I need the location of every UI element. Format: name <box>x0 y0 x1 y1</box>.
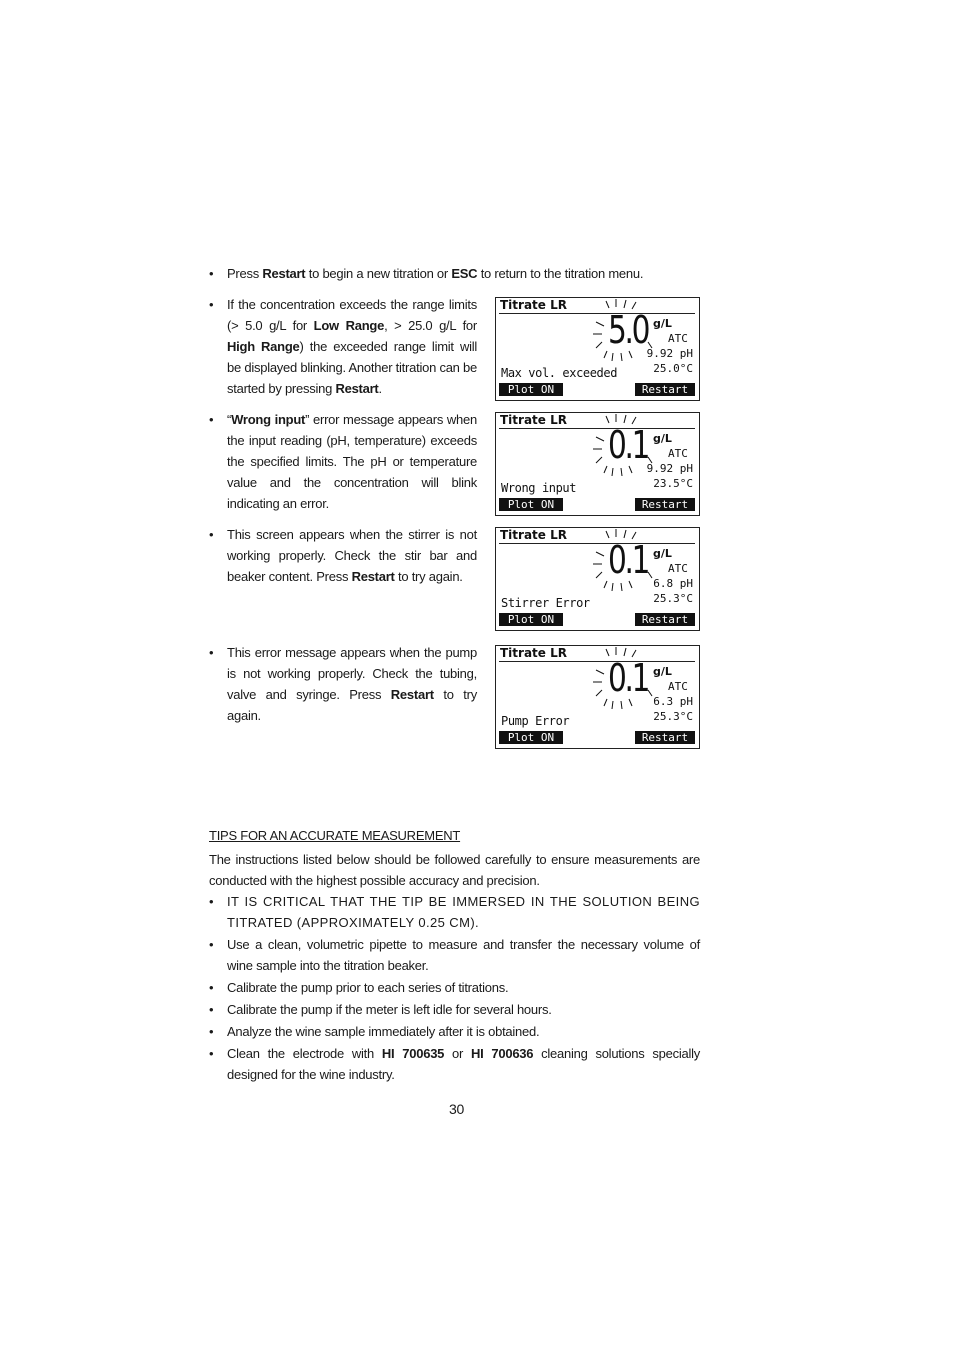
bullet: • <box>209 1046 214 1061</box>
list-item: • Clean the electrode with HI 700635 or HI 700636 cleaning solutions specially designed for the wine industry. <box>209 1043 700 1086</box>
error-message: Stirrer Error <box>501 596 590 610</box>
lcd-screen-max-vol <box>495 297 700 401</box>
unit-label: g/L <box>653 317 672 330</box>
temperature-reading: 25.0°C <box>653 362 693 375</box>
temperature-reading: 23.5°C <box>653 477 693 490</box>
temperature-reading: 25.3°C <box>653 710 693 723</box>
lcd-screen-stirrer-error <box>495 527 700 631</box>
temperature-reading: 25.3°C <box>653 592 693 605</box>
error-message: Pump Error <box>501 714 570 728</box>
concentration-value: 0.1 <box>608 423 649 467</box>
plot-on-softkey[interactable]: Plot ON <box>499 731 563 744</box>
atc-label: ATC <box>668 332 688 345</box>
ph-reading: 9.92 pH <box>646 347 693 360</box>
bullet: • <box>209 297 214 312</box>
concentration-value: 0.1 <box>608 656 649 700</box>
restart-softkey[interactable]: Restart <box>635 383 695 396</box>
page-number: 30 <box>449 1101 465 1117</box>
tips-list <box>209 891 700 1086</box>
concentration-value: 5.0 <box>608 308 649 352</box>
screen-title: Titrate LR <box>500 646 567 660</box>
bullet: • <box>209 1024 214 1039</box>
ph-reading: 6.8 pH <box>653 577 693 590</box>
atc-label: ATC <box>668 680 688 693</box>
bullet: • <box>209 266 214 281</box>
tips-intro: The instructions listed below should be followed carefully to ensure measurements are conducted with the highest possible accuracy and precision. <box>209 852 700 888</box>
unit-label: g/L <box>653 432 672 445</box>
unit-label: g/L <box>653 665 672 678</box>
list-item: • Calibrate the pump if the meter is left idle for several hours. <box>209 999 700 1021</box>
screen-title: Titrate LR <box>500 528 567 542</box>
bullet: • <box>209 412 214 427</box>
restart-keyword: Restart <box>262 266 306 281</box>
unit-label: g/L <box>653 547 672 560</box>
bullet: • <box>209 894 214 909</box>
plot-on-softkey[interactable]: Plot ON <box>499 613 563 626</box>
restart-softkey[interactable]: Restart <box>635 498 695 511</box>
list-item: • IT IS CRITICAL THAT THE TIP BE IMMERSED IN THE SOLUTION BEING TITRATED (APPROXIMATELY 0.25 CM). <box>209 891 700 934</box>
screen-title: Titrate LR <box>500 413 567 427</box>
bullet: • <box>209 937 214 952</box>
lcd-screen-pump-error <box>495 645 700 749</box>
atc-label: ATC <box>668 447 688 460</box>
screen-title: Titrate LR <box>500 298 567 312</box>
atc-label: ATC <box>668 562 688 575</box>
plot-on-softkey[interactable]: Plot ON <box>499 498 563 511</box>
list-item: • Analyze the wine sample immediately after it is obtained. <box>209 1021 700 1043</box>
restart-softkey[interactable]: Restart <box>635 731 695 744</box>
error-message: Max vol. exceeded <box>501 366 618 380</box>
error-message: Wrong input <box>501 481 577 495</box>
lcd-screen-wrong-input <box>495 412 700 516</box>
plot-on-softkey[interactable]: Plot ON <box>499 383 563 396</box>
list-item: • Use a clean, volumetric pipette to measure and transfer the necessary volume of wine sample into the titration beaker. <box>209 934 700 977</box>
list-item: • Calibrate the pump prior to each series of titrations. <box>209 977 700 999</box>
esc-keyword: ESC <box>451 266 478 281</box>
bullet: • <box>209 980 214 995</box>
bullet: • <box>209 645 214 660</box>
tips-heading: TIPS FOR AN ACCURATE MEASUREMENT <box>209 828 461 843</box>
ph-reading: 9.92 pH <box>646 462 693 475</box>
bullet: • <box>209 527 214 542</box>
concentration-value: 0.1 <box>608 538 649 582</box>
bullet: • <box>209 1002 214 1017</box>
restart-softkey[interactable]: Restart <box>635 613 695 626</box>
ph-reading: 6.3 pH <box>653 695 693 708</box>
